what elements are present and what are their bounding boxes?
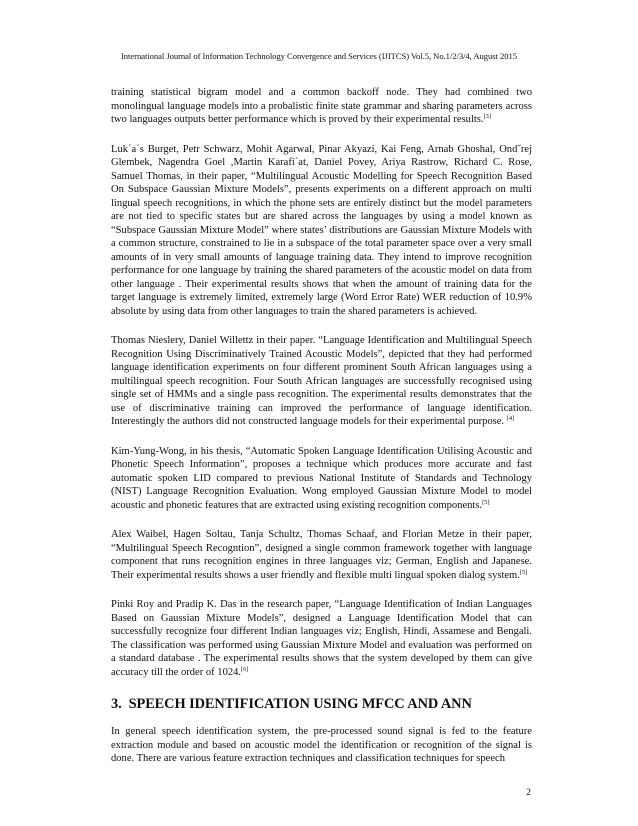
paragraph-text: Pinki Roy and Pradip K. Das in the research paper, “Language Identification of Indian Languages Based on Gaussian Mixture Models”, designed a Language Identification Model that can successfully recognize four different Indian languages viz; English, Hindi, Assamese and Bengali. The classification was performed using Gaussian Mixture Model and evaluation was performed on a standard database . The experimental results shows that the system developed by them can give accuracy till the order of 1024. — [111, 599, 532, 678]
citation-ref: [5] — [519, 568, 528, 576]
running-header: International Journal of Information Technology Convergence and Services (IJITCS) Vol.5, No.1/2/3/4, August 2015 — [120, 51, 518, 61]
section-title: SPEECH IDENTIFICATION USING MFCC AND ANN — [128, 696, 472, 712]
citation-ref: [6] — [241, 665, 249, 673]
paragraph-text: Alex Waibel, Hagen Soltau, Tanja Schultz, Thomas Schaaf, and Florian Metze in their paper, “Multilingual Speech Recogntion”, designed a single common framework together with language component that runs recognition engines in three languages viz; German, English and Japanese. Their experimental results shows a user friendly and flexible multi lingual spoken dialog system. — [111, 529, 532, 581]
paragraph-text: Kim-Yung-Wong, in his thesis, “Automatic Spoken Language Identification Utilising Acoustic and Phonetic Speech Information”, proposes a technique which produces more accurate and fast automatic spoken LID compared to previous National Institute of Standards and Technology (NIST) Language Recognition Evaluation. Wong employed Gaussian Mixture Model to model acoustic and phonetic features that are extracted using existing recognition components. — [111, 445, 532, 511]
paragraph: In general speech identification system, the pre-processed sound signal is fed to the feature extraction module and based on acoustic model the identification or recognition of the signal is done. There are various feature extraction techniques and classification techniques for speech — [111, 726, 532, 764]
section-heading — [111, 695, 532, 713]
paragraph — [111, 528, 532, 582]
body-text — [111, 86, 532, 782]
section-number: 3. — [111, 696, 122, 712]
citation-ref: [4] — [506, 415, 515, 422]
citation-ref: [5] — [482, 498, 490, 506]
paragraph-text: training statistical bigram model and a common backoff node. They had combined two monolingual language models into a probalistic finite state grammar and sharing parameters across two languages outputs better performance which is proved by their experimental results. — [111, 87, 532, 125]
paragraph — [111, 598, 532, 679]
page-number: 2 — [526, 788, 531, 798]
paragraph — [111, 445, 532, 513]
paragraph-text: Thomas Nieslery, Daniel Willettz in their paper. “Language Identification and Multilingual Speech Recognition Using Discriminatively Trained Acoustic Models”, depicted that they had performed language identification experiments on four different prominent South African languages using a multilingual speech recognition. Four South African languages are successfully recognised using single set of HMMs and a single pass recognition. The experimental results demonstrates that the use of discriminative training can improved the performance of language identification. Interestingly the authors did not constructed language models for their experimental purpose. — [111, 335, 532, 427]
paragraph — [111, 334, 532, 429]
paragraph — [111, 86, 532, 127]
paragraph-text: Luk´a´s Burget, Petr Schwarz, Mohit Agarwal, Pinar Akyazi, Kai Feng, Arnab Ghoshal, Ond˘rej Glembek, Nagendra Goel ,Martin Karafi´at, Daniel Povey, Ariya Rastrow, Richard C. Rose, Samuel Thomas, in their paper, “Multilingual Acoustic Modelling for Speech Recognition Based On Subspace Gaussian Mixture Models”, presents experiments on a different approach on multi lingual speech recognitions, in which the phone sets are entirely distinct but the model parameters are not tied to specific states but are shared across the languages by using a model known as “Subspace Gaussian Mixture Model” where states’ distributions are Gaussian Mixture Models with a common structure, constrained to lie in a subspace of the total parameter space over a very small amounts of in very small amounts of language training data. They intend to improve recognition performance for one language by training the shared parameters of the acoustic model on data from other language . Their experimental results shows that when the amount of training data for the target language is extremely limited, extremely large (Word Error Rate) WER reduction of 10.9% absolute by using data from other languages to train the shared parameters is achieved. — [111, 143, 532, 317]
paragraph — [111, 143, 532, 319]
citation-ref: [3] — [483, 113, 491, 120]
